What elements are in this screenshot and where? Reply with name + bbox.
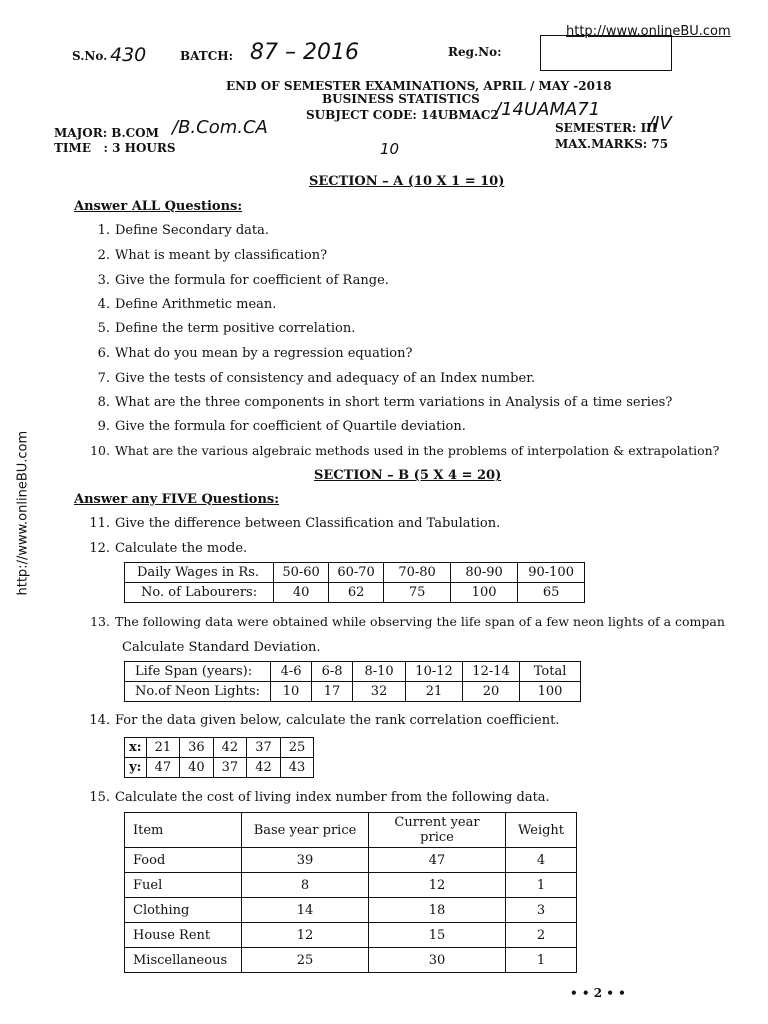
- question-3: 3. Give the formula for coefficient of Range.: [97, 273, 389, 288]
- batch-label: BATCH:: [180, 49, 234, 63]
- table-cell: 62: [329, 583, 384, 603]
- table-cell: 32: [353, 682, 406, 702]
- table-cell: 40: [274, 583, 329, 603]
- table-cell: Life Span (years):: [125, 662, 271, 682]
- watermark-top: http://www.onlineBU.com: [566, 24, 731, 39]
- table-cell: 80-90: [451, 563, 518, 583]
- sno-label: S.No.: [72, 49, 108, 63]
- table-cell: 47: [146, 758, 180, 778]
- subject-code: SUBJECT CODE: 14UBMAC2: [306, 108, 499, 122]
- table-cell: 6-8: [312, 662, 353, 682]
- question-9: 9. Give the formula for coefficient of Quartile deviation.: [97, 419, 466, 434]
- table-row: [125, 848, 577, 873]
- max-marks: MAX.MARKS: 75: [555, 137, 669, 151]
- exam-title: END OF SEMESTER EXAMINATIONS, APRIL / MAY -2018: [226, 79, 612, 93]
- question-14: 14. For the data given below, calculate the rank correlation coefficient.: [89, 713, 560, 728]
- cost-of-living-table: [124, 812, 577, 973]
- table-cell: 4: [506, 848, 577, 873]
- semester: SEMESTER: III: [555, 121, 658, 135]
- table-cell: 8-10: [353, 662, 406, 682]
- table-cell: 36: [180, 738, 214, 758]
- question-13: 13. The following data were obtained while observing the life span of a few neon lights of a compan: [90, 614, 725, 629]
- table-row: [125, 948, 577, 973]
- watermark-side: http://www.onlineBU.com: [15, 430, 31, 596]
- question-10: 10. What are the various algebraic methods used in the problems of interpolation & extrapolation?: [90, 443, 720, 458]
- rank-table: [124, 737, 314, 778]
- table-cell: 50-60: [274, 563, 329, 583]
- table-cell: 12: [242, 923, 369, 948]
- table-cell: 1: [506, 948, 577, 973]
- table-cell: Base year price: [242, 813, 369, 848]
- table-cell: 43: [280, 758, 314, 778]
- table-cell: 12: [369, 873, 506, 898]
- question-1: 1. Define Secondary data.: [97, 223, 270, 238]
- question-12: 12. Calculate the mode.: [89, 541, 248, 556]
- table-cell: Fuel: [125, 873, 242, 898]
- table-cell: Current year price: [369, 813, 506, 848]
- subject-code-hand: /14UAMA71: [495, 99, 601, 120]
- table-cell: 21: [406, 682, 463, 702]
- table-cell: 37: [213, 758, 247, 778]
- table-row: [125, 563, 585, 583]
- table-cell: 39: [242, 848, 369, 873]
- table-cell: 3: [506, 898, 577, 923]
- table-cell: 21: [146, 738, 180, 758]
- table-cell: House Rent: [125, 923, 242, 948]
- table-cell: 25: [280, 738, 314, 758]
- question-13-sub: Calculate Standard Deviation.: [122, 640, 321, 655]
- question-5: 5. Define the term positive correlation.: [97, 321, 356, 336]
- table-row: [125, 662, 581, 682]
- subject-name: BUSINESS STATISTICS: [322, 92, 480, 106]
- section-b-title: SECTION – B (5 X 4 = 20): [314, 468, 502, 483]
- table-cell: Weight: [506, 813, 577, 848]
- table-cell: 2: [506, 923, 577, 948]
- regno-box: [540, 35, 672, 71]
- table-cell: 25: [242, 948, 369, 973]
- table-row: [125, 682, 581, 702]
- question-8: 8. What are the three components in short term variations in Analysis of a time series?: [97, 395, 673, 410]
- question-7: 7. Give the tests of consistency and adequacy of an Index number.: [97, 371, 536, 386]
- question-6: 6. What do you mean by a regression equation?: [97, 346, 413, 361]
- table-cell: No.of Neon Lights:: [125, 682, 271, 702]
- table-cell: Daily Wages in Rs.: [125, 563, 274, 583]
- table-cell: 42: [247, 758, 281, 778]
- table-cell: 30: [369, 948, 506, 973]
- table-cell: 90-100: [518, 563, 585, 583]
- semester-hand: /IV: [648, 113, 672, 134]
- lifespan-table: [124, 661, 581, 702]
- table-row: [125, 813, 577, 848]
- table-cell: Clothing: [125, 898, 242, 923]
- table-cell: 12-14: [463, 662, 520, 682]
- mode-table: [124, 562, 585, 603]
- table-cell: 18: [369, 898, 506, 923]
- table-cell: Total: [520, 662, 581, 682]
- table-cell: 1: [506, 873, 577, 898]
- table-cell: 37: [247, 738, 281, 758]
- table-cell: 14: [242, 898, 369, 923]
- table-cell: 60-70: [329, 563, 384, 583]
- hand-mark: 10: [380, 140, 400, 158]
- table-cell: 75: [384, 583, 451, 603]
- table-cell: 17: [312, 682, 353, 702]
- table-cell: 70-80: [384, 563, 451, 583]
- question-4: 4. Define Arithmetic mean.: [97, 297, 277, 312]
- table-cell: 20: [463, 682, 520, 702]
- batch-value: 87 – 2016: [250, 40, 359, 65]
- page-footer: • • 2 • •: [570, 986, 626, 1000]
- table-cell: 15: [369, 923, 506, 948]
- table-row: [125, 898, 577, 923]
- major: MAJOR: B.COM: [54, 126, 159, 140]
- regno-label: Reg.No:: [448, 45, 502, 59]
- section-b-instruction: Answer any FIVE Questions:: [74, 492, 280, 507]
- table-cell: 40: [180, 758, 214, 778]
- question-2: 2. What is meant by classification?: [97, 248, 328, 263]
- table-cell: y:: [125, 758, 147, 778]
- table-cell: 42: [213, 738, 247, 758]
- time-label: TIME : 3 HOURS: [54, 141, 176, 155]
- table-cell: No. of Labourers:: [125, 583, 274, 603]
- table-cell: 100: [451, 583, 518, 603]
- sno-value: 430: [110, 44, 147, 66]
- table-row: [125, 583, 585, 603]
- table-cell: 10: [271, 682, 312, 702]
- table-cell: 10-12: [406, 662, 463, 682]
- table-row: [125, 873, 577, 898]
- section-a-instruction: Answer ALL Questions:: [74, 199, 243, 214]
- table-cell: x:: [125, 738, 147, 758]
- table-row: [125, 758, 314, 778]
- question-15: 15. Calculate the cost of living index number from the following data.: [89, 790, 550, 805]
- table-cell: 4-6: [271, 662, 312, 682]
- table-cell: 65: [518, 583, 585, 603]
- table-cell: 8: [242, 873, 369, 898]
- table-row: [125, 738, 314, 758]
- table-cell: 100: [520, 682, 581, 702]
- question-11: 11. Give the difference between Classification and Tabulation.: [89, 516, 501, 531]
- table-row: [125, 923, 577, 948]
- table-cell: 47: [369, 848, 506, 873]
- section-a-title: SECTION – A (10 X 1 = 10): [309, 174, 505, 189]
- table-cell: Miscellaneous: [125, 948, 242, 973]
- table-cell: Food: [125, 848, 242, 873]
- table-cell: Item: [125, 813, 242, 848]
- major-hand: /B.Com.CA: [172, 117, 268, 138]
